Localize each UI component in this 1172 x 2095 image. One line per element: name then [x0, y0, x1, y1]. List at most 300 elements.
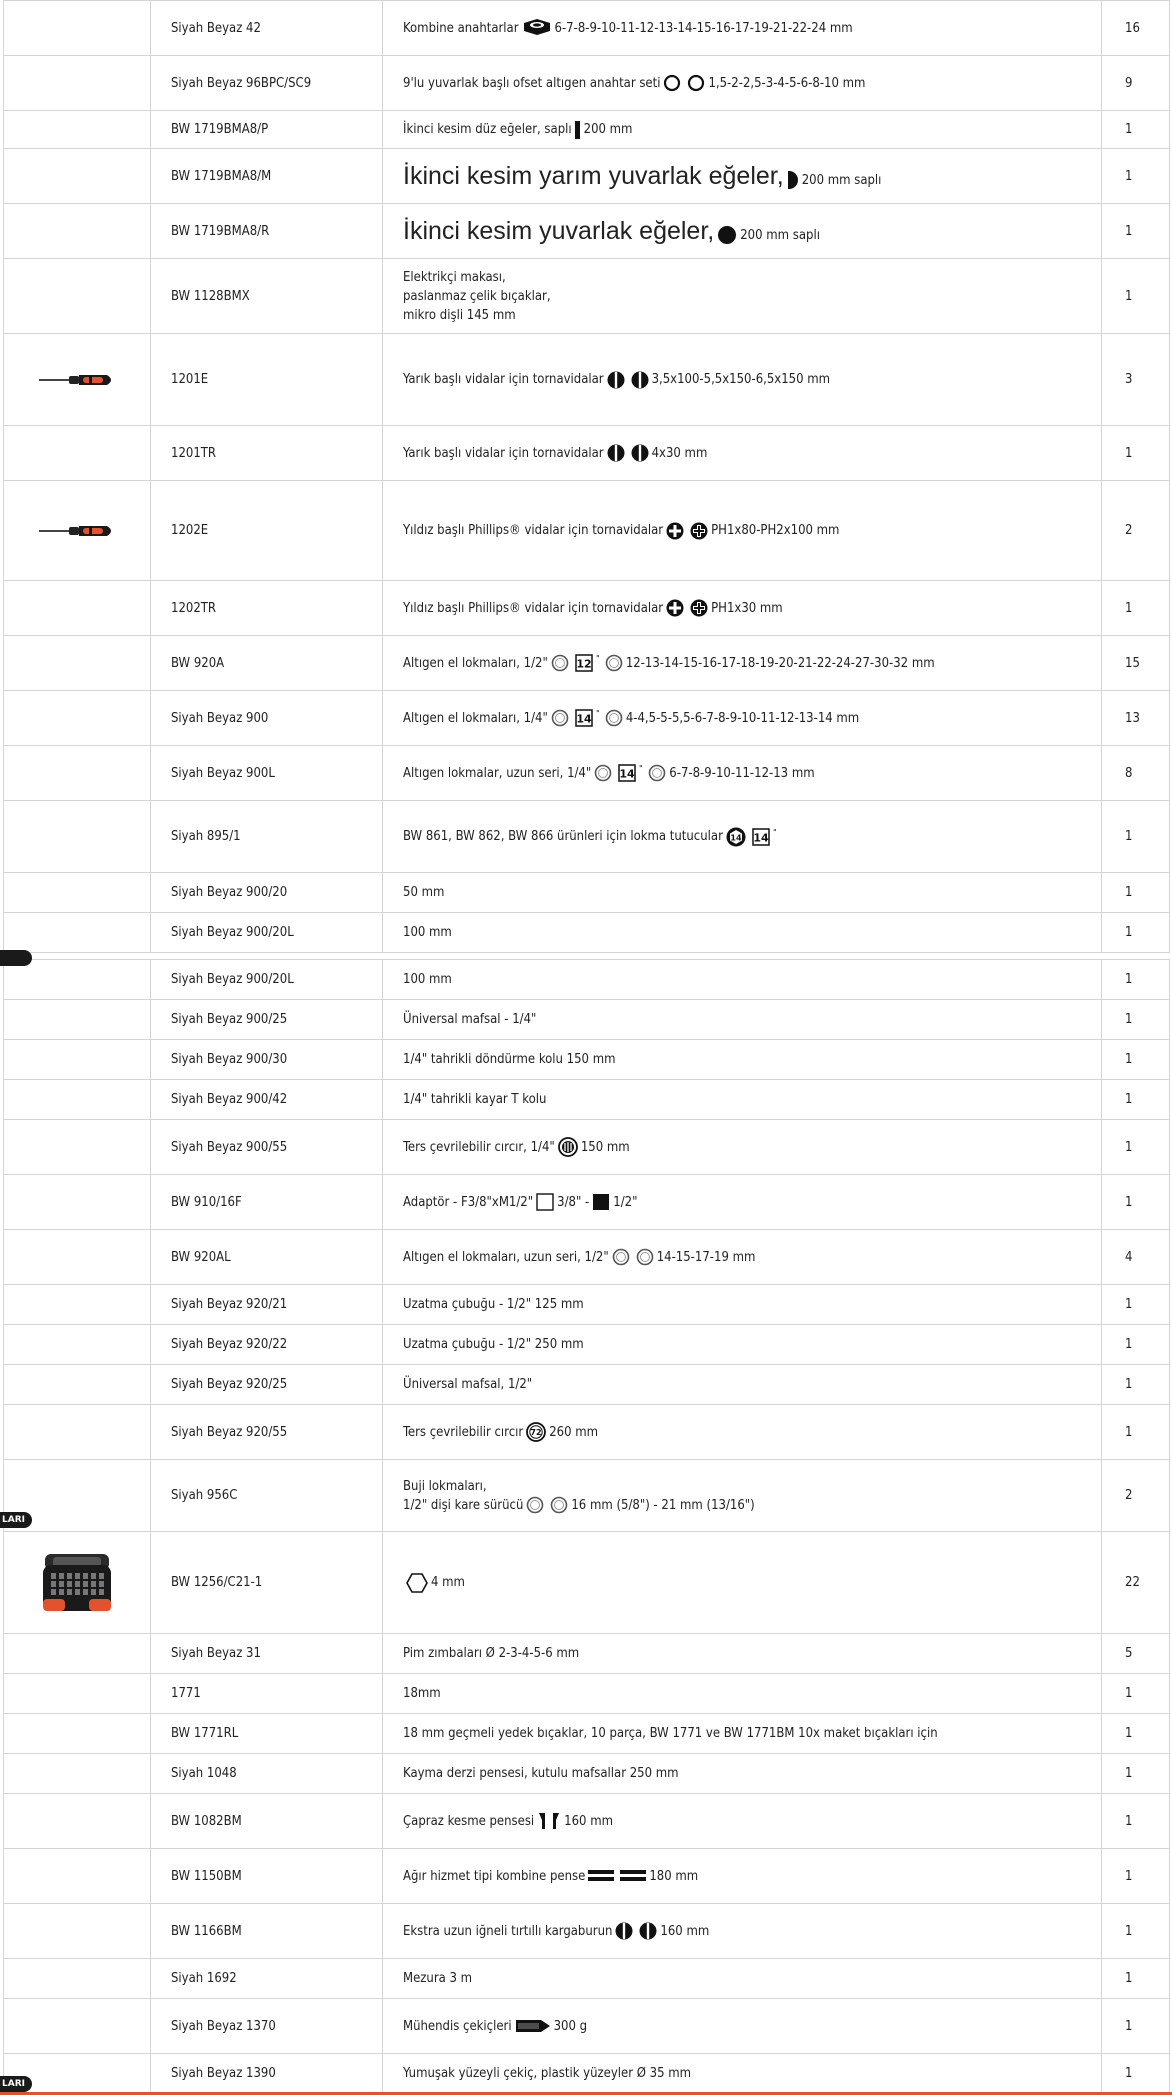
product-spec: 160 mm	[660, 1923, 710, 1939]
product-image-cell	[4, 1849, 151, 1904]
product-spec: 16 mm (5/8") - 21 mm (13/16")	[571, 1497, 755, 1513]
slotted-icon	[615, 1922, 633, 1940]
quantity: 8	[1125, 765, 1133, 781]
product-description: Ters çevrilebilir cırcır	[403, 1424, 524, 1440]
table-row	[4, 1794, 1170, 1849]
product-spec: 14-15-17-19 mm	[656, 1249, 756, 1265]
side-tab-marker[interactable]	[0, 950, 32, 966]
product-description-cell	[383, 1365, 1102, 1405]
product-code-cell	[151, 746, 383, 801]
product-description-cell	[383, 913, 1102, 953]
socket-icon	[612, 1248, 630, 1266]
quantity-cell	[1102, 1754, 1170, 1794]
product-description-cell	[383, 334, 1102, 426]
table-row	[4, 1175, 1170, 1230]
quantity: 1	[1125, 2066, 1133, 2081]
quantity-cell	[1102, 1325, 1170, 1365]
product-code-cell	[151, 1080, 383, 1120]
product-code: Siyah Beyaz 920/21	[171, 1297, 288, 1312]
quantity: 1	[1125, 1297, 1133, 1312]
product-code-cell	[151, 581, 383, 636]
product-image-cell	[4, 56, 151, 111]
quantity: 1	[1125, 600, 1133, 616]
quantity: 1	[1125, 925, 1133, 940]
product-code-cell	[151, 259, 383, 334]
table-row	[4, 691, 1170, 746]
product-description-cell	[383, 746, 1102, 801]
product-description: Yumuşak yüzeyli çekiç, plastik yüzeyler Ø 35 mm	[403, 2066, 692, 2081]
product-description: 1/2" dişi kare sürücü	[403, 1497, 524, 1513]
product-description: 1/4" tahrikli döndürme kolu 150 mm	[403, 1052, 616, 1067]
quantity: 1	[1125, 1813, 1133, 1829]
quantity: 1	[1125, 2018, 1133, 2034]
hex-14-icon	[726, 827, 746, 847]
product-code: BW 920A	[171, 655, 225, 671]
product-spec: 6-7-8-9-10-11-12-13 mm	[669, 765, 815, 781]
product-code-cell	[151, 334, 383, 426]
product-description-cell	[383, 1175, 1102, 1230]
table-row	[4, 334, 1170, 426]
product-description-cell	[383, 426, 1102, 481]
table-row	[4, 2054, 1170, 2094]
quantity-cell	[1102, 1040, 1170, 1080]
svg-text:14: 14	[753, 831, 769, 844]
product-description-cell	[383, 1000, 1102, 1040]
quantity-cell	[1102, 111, 1170, 149]
quantity-cell	[1102, 1634, 1170, 1674]
table-row	[4, 204, 1170, 259]
svg-text:": "	[639, 764, 643, 773]
socket-icon	[648, 764, 666, 782]
product-image-cell	[4, 873, 151, 913]
product-code: BW 1771RL	[171, 1726, 239, 1741]
quantity: 1	[1125, 1726, 1133, 1741]
table-row	[4, 1714, 1170, 1754]
quantity: 1	[1125, 288, 1133, 304]
quantity: 1	[1125, 223, 1133, 239]
square-12-icon	[575, 654, 599, 672]
description-line: paslanmaz çelik bıçaklar,	[403, 288, 551, 304]
quantity: 22	[1125, 1575, 1140, 1590]
table-row	[4, 1999, 1170, 2054]
product-description-cell	[383, 873, 1102, 913]
product-image-cell	[4, 1175, 151, 1230]
product-code-cell	[151, 1, 383, 56]
svg-text:14: 14	[730, 833, 742, 842]
product-spec: 12-13-14-15-16-17-18-19-20-21-22-24-27-30-32 mm	[625, 655, 935, 671]
product-code-cell	[151, 691, 383, 746]
quantity-cell	[1102, 746, 1170, 801]
product-code-cell	[151, 1120, 383, 1175]
product-image-cell	[4, 1754, 151, 1794]
socket-icon	[550, 1496, 568, 1514]
product-code-cell	[151, 1000, 383, 1040]
quantity-cell	[1102, 1460, 1170, 1532]
quantity-cell	[1102, 1674, 1170, 1714]
table-row	[4, 1405, 1170, 1460]
product-image-cell	[4, 1325, 151, 1365]
product-spec: 4x30 mm	[651, 445, 708, 461]
socket-icon	[605, 654, 623, 672]
product-code: Siyah Beyaz 900/55	[171, 1139, 288, 1155]
product-description: Yıldız başlı Phillips® vidalar için tornavidalar	[403, 523, 664, 538]
product-description: Yarık başlı vidalar için tornavidalar	[403, 372, 604, 387]
square-outline-icon	[536, 1193, 554, 1211]
quantity-cell	[1102, 259, 1170, 334]
product-code-cell	[151, 1634, 383, 1674]
product-spec: 180 mm	[649, 1868, 699, 1884]
flat-bar-icon	[575, 121, 581, 139]
product-description-cell	[383, 1040, 1102, 1080]
product-code: 1201TR	[171, 445, 217, 461]
quantity-cell	[1102, 1365, 1170, 1405]
screwdriver-image[interactable]	[37, 370, 117, 390]
table-row	[4, 1754, 1170, 1794]
product-description: Mezura 3 m	[403, 1971, 473, 1986]
product-description-cell	[383, 1230, 1102, 1285]
product-code: BW 1128BMX	[171, 288, 250, 304]
product-description: Ağır hizmet tipi kombine pense	[403, 1868, 586, 1884]
quantity-cell	[1102, 1000, 1170, 1040]
product-image-cell	[4, 636, 151, 691]
product-code-cell	[151, 2054, 383, 2094]
product-description-cell	[383, 1285, 1102, 1325]
table-row	[4, 801, 1170, 873]
jaw-bar-icon	[588, 1869, 614, 1883]
product-description-cell	[383, 1120, 1102, 1175]
product-description-cell	[383, 1754, 1102, 1794]
product-description: 1/4" tahrikli kayar T kolu	[403, 1092, 547, 1107]
product-image-cell	[4, 801, 151, 873]
product-code: Siyah Beyaz 900/42	[171, 1092, 288, 1107]
bit-case-image[interactable]	[41, 1551, 113, 1615]
table-row	[4, 111, 1170, 149]
square-14-icon	[618, 764, 642, 782]
product-spec: 200 mm	[583, 122, 633, 137]
product-code: BW 1719BMA8/R	[171, 223, 270, 239]
product-code: Siyah Beyaz 1370	[171, 2018, 276, 2034]
table-row	[4, 1230, 1170, 1285]
product-code-cell	[151, 426, 383, 481]
product-description: 100 mm	[403, 972, 452, 987]
table-row	[4, 746, 1170, 801]
product-code-cell	[151, 204, 383, 259]
product-code-cell	[151, 1175, 383, 1230]
product-image-cell	[4, 1365, 151, 1405]
product-spec: 200 mm saplı	[740, 227, 820, 243]
product-description-cell	[383, 1325, 1102, 1365]
product-code: BW 910/16F	[171, 1194, 242, 1210]
product-description: Uzatma çubuğu - 1/2" 125 mm	[403, 1297, 584, 1312]
svg-text:14: 14	[576, 712, 592, 726]
table-row	[4, 1634, 1170, 1674]
side-tab[interactable]: LARI	[0, 2076, 32, 2092]
product-description-cell	[383, 259, 1102, 334]
quantity: 1	[1125, 445, 1133, 461]
quantity-cell	[1102, 149, 1170, 204]
product-code: 1202E	[171, 523, 209, 538]
product-spec: 1,5-2-2,5-3-4-5-6-8-10 mm	[708, 75, 866, 91]
quantity-cell	[1102, 2054, 1170, 2094]
product-image-cell	[4, 1999, 151, 2054]
ring-icon	[687, 74, 705, 92]
phillips-outline-icon	[690, 522, 708, 540]
quantity-cell	[1102, 960, 1170, 1000]
product-code-cell	[151, 1230, 383, 1285]
quantity: 15	[1125, 655, 1140, 671]
product-image-cell	[4, 746, 151, 801]
product-code: BW 1719BMA8/P	[171, 122, 269, 137]
quantity-cell	[1102, 636, 1170, 691]
phillips-outline-icon	[690, 599, 708, 617]
product-image-cell	[4, 149, 151, 204]
quantity-cell	[1102, 56, 1170, 111]
quantity-cell	[1102, 1405, 1170, 1460]
product-code-cell	[151, 1460, 383, 1532]
product-image-cell	[4, 111, 151, 149]
quantity: 1	[1125, 1012, 1133, 1027]
product-description: 18 mm geçmeli yedek bıçaklar, 10 parça, BW 1771 ve BW 1771BM 10x maket bıçakları için	[403, 1726, 938, 1741]
product-description: Altıgen lokmalar, uzun seri, 1/4"	[403, 765, 592, 781]
table-row	[4, 1120, 1170, 1175]
product-code: BW 1166BM	[171, 1923, 242, 1939]
product-code: Siyah Beyaz 900	[171, 710, 269, 726]
product-code-cell	[151, 149, 383, 204]
product-description-cell	[383, 481, 1102, 581]
product-code: BW 1256/C21-1	[171, 1575, 263, 1590]
slotted-icon	[639, 1922, 657, 1940]
product-description-cell	[383, 56, 1102, 111]
ratchet-icon	[558, 1137, 578, 1157]
product-description: Uzatma çubuğu - 1/2" 250 mm	[403, 1337, 584, 1352]
product-code: Siyah Beyaz 900L	[171, 765, 275, 781]
product-code-cell	[151, 1904, 383, 1959]
product-code-cell	[151, 913, 383, 953]
square-filled-icon	[592, 1193, 610, 1211]
product-code: Siyah Beyaz 900/30	[171, 1052, 288, 1067]
product-code-cell	[151, 801, 383, 873]
product-description: BW 861, BW 862, BW 866 ürünleri için lokma tutucular	[403, 829, 723, 844]
product-code: Siyah Beyaz 31	[171, 1646, 261, 1661]
slotted-icon	[631, 371, 649, 389]
product-description-cell	[383, 2054, 1102, 2094]
product-code-cell	[151, 1849, 383, 1904]
quantity-cell	[1102, 581, 1170, 636]
product-code-cell	[151, 1674, 383, 1714]
quantity: 3	[1125, 372, 1133, 387]
jaw-bar-icon	[620, 1869, 646, 1883]
quantity-cell	[1102, 801, 1170, 873]
table-row	[4, 581, 1170, 636]
table-row	[4, 56, 1170, 111]
product-image-cell	[4, 1000, 151, 1040]
product-spec: 4 mm	[431, 1575, 465, 1590]
product-code-cell	[151, 1285, 383, 1325]
quantity-cell	[1102, 1999, 1170, 2054]
product-description: İkinci kesim yuvarlak eğeler,	[403, 216, 715, 245]
quantity-cell	[1102, 1285, 1170, 1325]
product-code: BW 920AL	[171, 1249, 231, 1265]
quantity: 13	[1125, 710, 1140, 726]
product-table	[3, 0, 1170, 2094]
quantity: 1	[1125, 1424, 1133, 1440]
quantity-cell	[1102, 1849, 1170, 1904]
product-image-cell	[4, 259, 151, 334]
product-spec: 4-4,5-5-5,5-6-7-8-9-10-11-12-13-14 mm	[625, 710, 860, 726]
quantity: 1	[1125, 1052, 1133, 1067]
product-spec: 3/8" -	[557, 1194, 590, 1210]
product-code: Siyah Beyaz 1390	[171, 2066, 276, 2081]
table-row	[4, 149, 1170, 204]
quantity-cell	[1102, 1959, 1170, 1999]
quantity-cell	[1102, 204, 1170, 259]
svg-text:14: 14	[619, 767, 635, 781]
table-row	[4, 1365, 1170, 1405]
quantity: 1	[1125, 1971, 1133, 1986]
product-description: 100 mm	[403, 925, 452, 940]
product-image-cell	[4, 1230, 151, 1285]
product-code: 1771	[171, 1686, 201, 1701]
svg-text:": "	[595, 654, 600, 663]
table-row	[4, 1285, 1170, 1325]
quantity: 1	[1125, 1868, 1133, 1884]
quantity-cell	[1102, 1794, 1170, 1849]
product-description: 9'lu yuvarlak başlı ofset altıgen anahtar seti	[403, 75, 661, 91]
product-spec: PH1x80-PH2x100 mm	[711, 523, 840, 538]
product-code: Siyah Beyaz 96BPC/SC9	[171, 75, 312, 91]
product-image-cell	[4, 1794, 151, 1849]
product-spec: 150 mm	[580, 1139, 630, 1155]
product-description: Yarık başlı vidalar için tornavidalar	[403, 445, 604, 461]
product-description: Ters çevrilebilir cırcır, 1/4"	[403, 1139, 555, 1155]
round-dot-icon	[717, 225, 737, 245]
product-code-cell	[151, 1325, 383, 1365]
quantity: 9	[1125, 75, 1133, 91]
table-row	[4, 481, 1170, 581]
product-description-cell	[383, 204, 1102, 259]
quantity-cell	[1102, 691, 1170, 746]
quantity: 1	[1125, 1337, 1133, 1352]
quantity-cell	[1102, 1532, 1170, 1634]
product-spec: 1/2"	[613, 1194, 638, 1210]
table-row	[4, 1, 1170, 56]
side-tab[interactable]: LARI	[0, 1512, 32, 1528]
socket-icon	[605, 709, 623, 727]
product-image-cell	[4, 1959, 151, 1999]
quantity: 1	[1125, 885, 1133, 900]
quantity-cell	[1102, 873, 1170, 913]
product-image-cell	[4, 1120, 151, 1175]
product-description-cell	[383, 1532, 1102, 1634]
product-description-cell	[383, 691, 1102, 746]
quantity: 1	[1125, 1766, 1133, 1781]
cutter-icon	[537, 1811, 561, 1831]
svg-text:": "	[772, 827, 777, 837]
quantity-cell	[1102, 426, 1170, 481]
product-description: Üniversal mafsal, 1/2"	[403, 1377, 533, 1392]
product-code: Siyah Beyaz 920/55	[171, 1424, 288, 1440]
description-line: mikro dişli 145 mm	[403, 307, 516, 323]
slotted-icon	[607, 444, 625, 462]
product-description: Kayma derzi pensesi, kutulu mafsallar 250 mm	[403, 1766, 679, 1781]
product-code-cell	[151, 636, 383, 691]
table-row	[4, 1080, 1170, 1120]
product-spec: 200 mm saplı	[801, 172, 882, 188]
table-row	[4, 1959, 1170, 1999]
product-image-cell	[4, 1904, 151, 1959]
quantity-cell	[1102, 1714, 1170, 1754]
product-description: Yıldız başlı Phillips® vidalar için tornavidalar	[403, 600, 664, 616]
product-code-cell	[151, 1794, 383, 1849]
product-code: Siyah Beyaz 920/22	[171, 1337, 288, 1352]
description-line: Elektrikçi makası,	[403, 269, 506, 285]
product-code-cell	[151, 1532, 383, 1634]
quantity: 1	[1125, 1923, 1133, 1939]
table-row	[4, 1904, 1170, 1959]
screwdriver-image[interactable]	[37, 521, 117, 541]
product-code: Siyah Beyaz 920/25	[171, 1377, 288, 1392]
product-code: 1202TR	[171, 600, 217, 616]
product-image-cell	[4, 1080, 151, 1120]
socket-icon	[551, 709, 569, 727]
product-description-cell	[383, 960, 1102, 1000]
table-row	[4, 1532, 1170, 1634]
product-code: BW 1082BM	[171, 1813, 242, 1829]
product-spec: PH1x30 mm	[711, 600, 783, 616]
product-code: BW 1150BM	[171, 1868, 242, 1884]
product-description-cell	[383, 1080, 1102, 1120]
product-code-cell	[151, 1040, 383, 1080]
product-image-cell	[4, 426, 151, 481]
product-code-cell	[151, 1999, 383, 2054]
product-image-cell	[4, 1, 151, 56]
product-description: Adaptör - F3/8"xM1/2"	[403, 1194, 534, 1210]
product-image-cell	[4, 1040, 151, 1080]
product-spec: 260 mm	[549, 1424, 599, 1440]
product-spec: 300 g	[553, 2018, 588, 2034]
quantity: 1	[1125, 1686, 1133, 1701]
product-description-cell	[383, 149, 1102, 204]
product-description: Ekstra uzun iğneli tırtıllı kargaburun	[403, 1923, 613, 1939]
product-code-cell	[151, 1754, 383, 1794]
product-description: Mühendis çekiçleri	[403, 2018, 512, 2034]
quantity: 1	[1125, 168, 1133, 184]
product-description-cell	[383, 111, 1102, 149]
quantity: 5	[1125, 1646, 1133, 1661]
product-image-cell	[4, 1285, 151, 1325]
quantity-cell	[1102, 913, 1170, 953]
svg-text:": "	[595, 709, 600, 718]
product-spec: 160 mm	[564, 1813, 613, 1829]
table-row	[4, 960, 1170, 1000]
quantity: 16	[1125, 20, 1140, 36]
product-description-cell	[383, 1674, 1102, 1714]
product-image-cell	[4, 1405, 151, 1460]
quantity-cell	[1102, 481, 1170, 581]
product-spec: 3,5x100-5,5x150-6,5x150 mm	[651, 372, 831, 387]
quantity-cell	[1102, 1175, 1170, 1230]
product-code: Siyah 1048	[171, 1766, 237, 1781]
socket-icon	[636, 1248, 654, 1266]
product-code-cell	[151, 56, 383, 111]
product-code-cell	[151, 1959, 383, 1999]
product-image-cell	[4, 1674, 151, 1714]
table-row	[4, 1000, 1170, 1040]
table-row	[4, 913, 1170, 953]
product-code: Siyah 1692	[171, 1971, 237, 1986]
table-row	[4, 1849, 1170, 1904]
product-image-cell	[4, 1532, 151, 1634]
